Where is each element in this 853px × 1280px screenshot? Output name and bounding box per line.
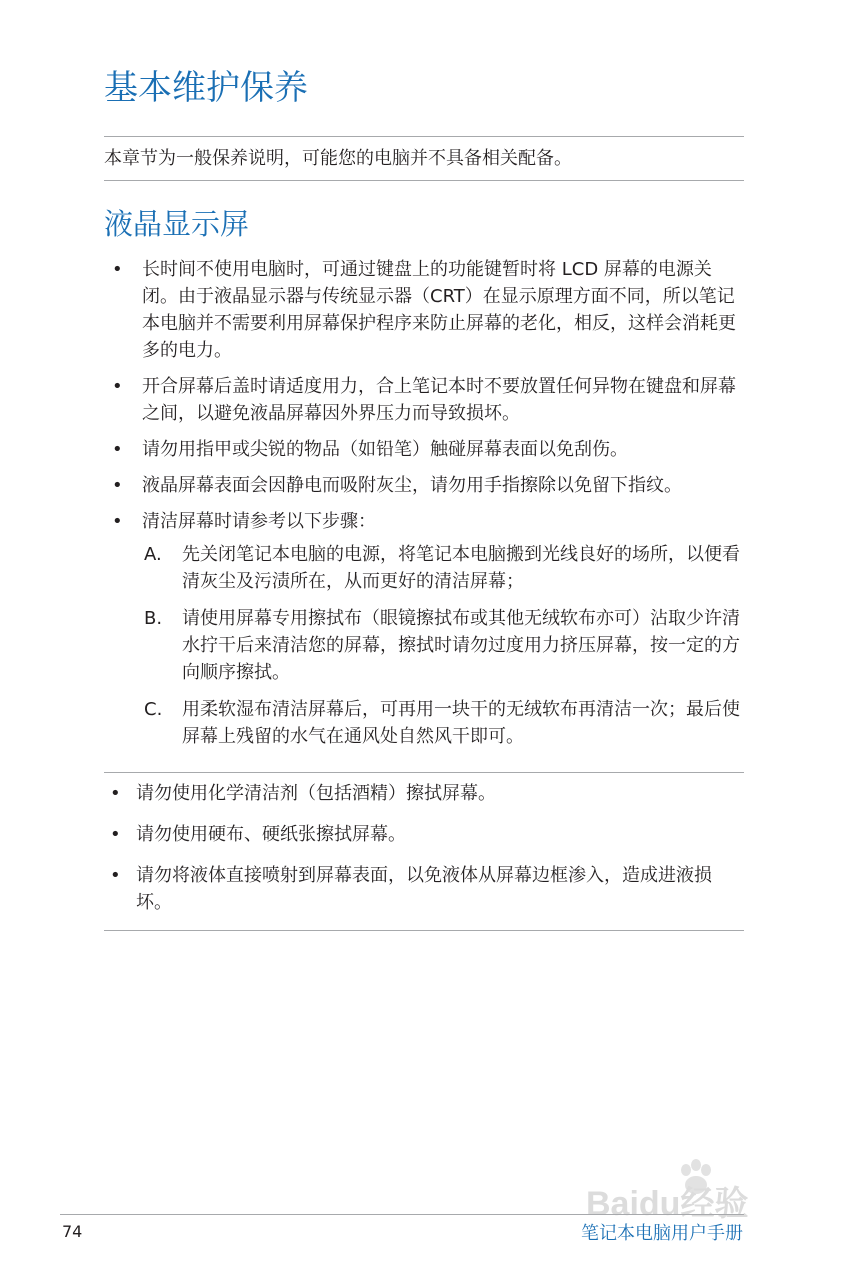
step-marker: C. [144,699,163,720]
lcd-care-list [104,256,744,760]
bullet-glyph: • [112,259,123,280]
list-item [104,373,744,427]
step-marker: A. [144,544,162,565]
list-item [104,256,744,364]
bullet-glyph: • [110,865,121,886]
bullet-glyph: • [112,439,123,460]
divider-intro-bottom [104,180,744,181]
list-item-text: 液晶屏幕表面会因静电而吸附灰尘，请勿用手指擦除以免留下指纹。 [142,475,682,496]
section-title: 液晶显示屏 [104,207,250,241]
warning-text: 请勿使用化学清洁剂（包括酒精）擦拭屏幕。 [136,783,496,804]
step-item [142,696,744,750]
footer-divider [60,1214,744,1215]
watermark-text: Baidu经验 [586,1185,749,1223]
intro-text: 本章节为一般保养说明，可能您的电脑并不具备相关配备。 [104,148,572,169]
bullet-glyph: • [112,511,123,532]
list-item [104,472,744,499]
manual-title: 笔记本电脑用户手册 [581,1223,743,1244]
cleaning-steps [142,541,744,750]
step-item [142,605,744,686]
warning-list [104,780,744,930]
page-number: 74 [62,1222,83,1241]
bullet-glyph: • [112,376,123,397]
baidu-watermark [586,1160,806,1223]
step-item [142,541,744,595]
warning-text: 请勿使用硬布、硬纸张擦拭屏幕。 [136,824,406,845]
list-item-text: 长时间不使用电脑时，可通过键盘上的功能键暂时将 LCD 屏幕的电源关闭。由于液晶显示器与传统显示器（CRT）在显示原理方面不同，所以笔记本电脑并不需要利用屏幕保护程序来防止屏幕的老化，相反，这样会消耗更多的电力。 [142,259,736,361]
warning-text: 请勿将液体直接喷射到屏幕表面，以免液体从屏幕边框渗入，造成进液损坏。 [136,865,712,913]
step-text: 请使用屏幕专用擦拭布（眼镜擦拭布或其他无绒软布亦可）沾取少许清水拧干后来清洁您的屏幕，擦拭时请勿过度用力挤压屏幕，按一定的方向顺序擦拭。 [182,608,740,683]
bullet-glyph: • [110,824,121,845]
bullet-glyph: • [110,783,121,804]
bullet-glyph: • [112,475,123,496]
list-item-text: 开合屏幕后盖时请适度用力，合上笔记本时不要放置任何异物在键盘和屏幕之间，以避免液晶屏幕因外界压力而导致损坏。 [142,376,736,424]
divider-warnings-bottom [104,930,744,931]
list-item [104,508,744,750]
warning-item [104,862,744,916]
list-item-text: 请勿用指甲或尖锐的物品（如铅笔）触碰屏幕表面以免刮伤。 [142,439,628,460]
divider-warnings-top [104,772,744,773]
step-text: 先关闭笔记本电脑的电源，将笔记本电脑搬到光线良好的场所，以便看清灰尘及污渍所在，从而更好的清洁屏幕； [182,544,740,592]
list-item-text: 清洁屏幕时请参考以下步骤： [142,511,376,532]
list-item [104,436,744,463]
page-title: 基本维护保养 [104,68,308,108]
step-text: 用柔软湿布清洁屏幕后，可再用一块干的无绒软布再清洁一次；最后使屏幕上残留的水气在通风处自然风干即可。 [182,699,740,747]
divider-top [104,136,744,137]
warning-item [104,821,744,848]
warning-item [104,780,744,807]
step-marker: B. [144,608,163,629]
